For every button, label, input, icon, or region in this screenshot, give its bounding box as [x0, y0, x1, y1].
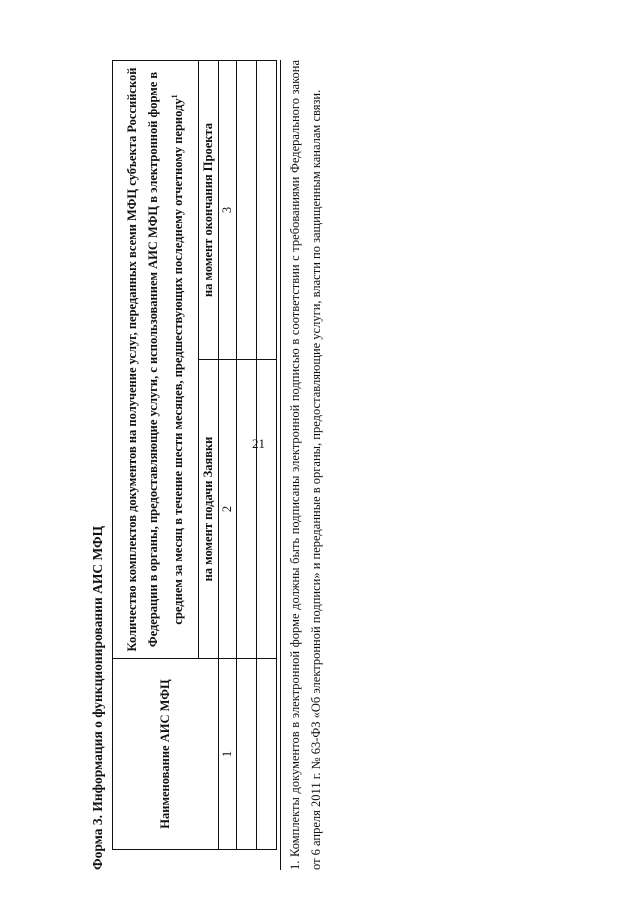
- footnote-mark: 1: [169, 94, 179, 99]
- column-number: 2: [219, 360, 237, 659]
- table-cell[interactable]: [237, 659, 257, 850]
- table-cell[interactable]: [237, 61, 257, 360]
- table-row: [257, 61, 277, 850]
- column-number: 3: [219, 61, 237, 360]
- rotated-document-block: [90, 60, 330, 870]
- table-row: [237, 61, 257, 850]
- header-row: [113, 61, 199, 850]
- column-header-name: Наименование АИС МФЦ: [113, 659, 219, 850]
- footnote: 1. Комплекты документов в электронной форме должны быть подписаны электронной подписью в соответствии с требованиями Федерального закона от 6 апреля 2011 г. № 63-ФЗ «Об электронной подписи» и переданные в органы, предоставляющие услуги, власти по защищенным каналам связи.: [280, 60, 327, 870]
- table-cell[interactable]: [257, 659, 277, 850]
- form-title: Форма 3. Информация о функционировании АИС МФЦ: [90, 525, 105, 870]
- form-table: [112, 60, 277, 850]
- subheader-at-project-end: на момент окончания Проекта: [199, 61, 219, 360]
- table-cell[interactable]: [257, 360, 277, 659]
- page-number: 21: [252, 436, 265, 451]
- table-cell[interactable]: [257, 61, 277, 360]
- table-cell[interactable]: [237, 360, 257, 659]
- column-header-group: [113, 61, 199, 659]
- group-header-text: Количество комплектов документов на получение услуг, переданных всеми МФЦ субъекта Российской Федерации в органы, предоставляющие услуги, с использованием АИС МФЦ в электронной форме в среднем за месяц в течение шести месяцев, предшествующих последнему отчетному периоду: [124, 67, 186, 652]
- subheader-at-application: на момент подачи Заявки: [199, 360, 219, 659]
- column-number-row: [219, 61, 237, 850]
- column-number: 1: [219, 659, 237, 850]
